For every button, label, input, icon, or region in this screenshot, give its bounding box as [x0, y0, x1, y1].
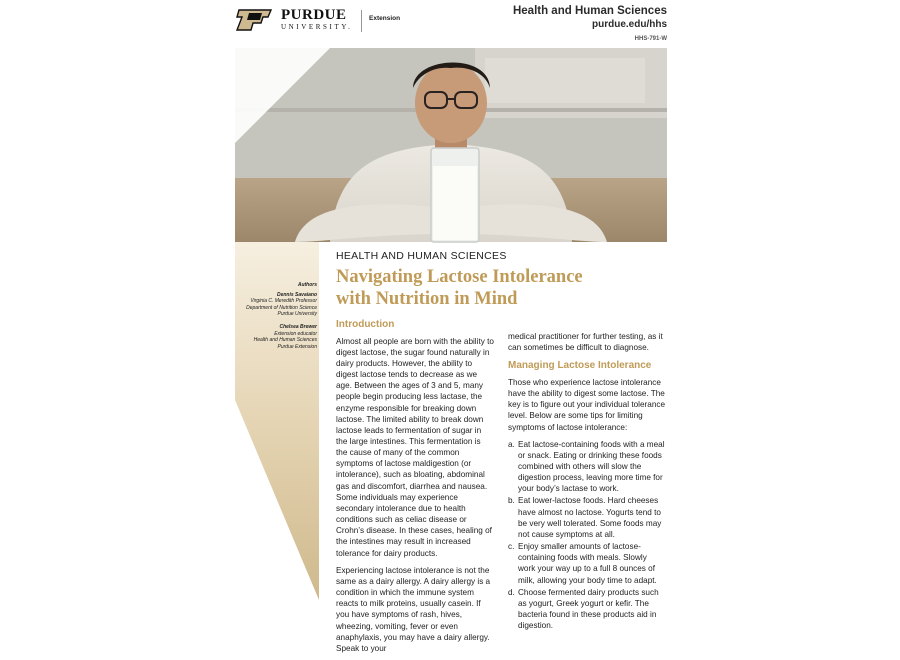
list-text: Enjoy smaller amounts of lactose-containing foods with meals. Slowly work your way up to a full 8 ounces of milk, allowing your body time to adapt.: [518, 542, 657, 585]
article-title: [336, 267, 666, 311]
author-department: Health and Human Sciences: [253, 337, 317, 344]
extension-label: Extension: [369, 15, 401, 22]
author-institution: Purdue Extension: [277, 343, 317, 350]
column-left: [336, 318, 494, 660]
logo-subtitle: UNIVERSITY.: [281, 23, 353, 31]
tips-list: [508, 439, 666, 632]
department-url[interactable]: purdue.edu/hhs: [592, 19, 667, 30]
purdue-p-icon: [235, 9, 275, 31]
document-page: [233, 0, 669, 653]
introduction-paragraph-2: Experiencing lactose intolerance is not the same as a dairy allergy. A dairy allergy is a condition in which the immune system reacts to milk proteins, usually casein. If you have symptoms of rash, hives, wheezing, vomiting, fever or even anaphylaxis, you may have a dairy allergy. Speak to your: [336, 565, 491, 653]
list-marker: c.: [508, 542, 515, 552]
hero-corner-accent: [235, 48, 330, 143]
header-divider: [361, 10, 362, 32]
managing-heading: Managing Lactose Intolerance: [508, 360, 652, 372]
managing-paragraph: Those who experience lactose intolerance have the ability to digest some lactose. The key is to figure out your individual tolerance level. Below are some tips for limiting symptoms of lactose intolerance:: [508, 377, 666, 432]
department-name: Health and Human Sciences: [512, 5, 667, 17]
list-text: Choose fermented dairy products such as yogurt, Greek yogurt or kefir. The bacteria found in these products aid in digestion.: [518, 587, 659, 631]
list-marker: b.: [508, 496, 515, 506]
list-text: Eat lower-lactose foods. Hard cheeses have almost no lactose. Yogurts tend to be very well tolerated. Some foods may not cause symptoms at all.: [518, 496, 662, 539]
purdue-logo: [235, 8, 352, 31]
author-institution: Purdue University: [277, 311, 317, 318]
logo-wordmark: PURDUE: [281, 7, 347, 23]
introduction-heading: Introduction: [336, 319, 395, 330]
author-name: Dennis Savaiano: [276, 291, 317, 298]
authors-heading: Authors: [297, 282, 317, 288]
section-kicker: HEALTH AND HUMAN SCIENCES: [336, 250, 507, 262]
list-marker: a.: [508, 439, 515, 449]
list-item: [508, 439, 666, 495]
list-text: Eat lactose-containing foods with a meal or snack. Eating or drinking these foods combined with others will slow the digestion process, leaving more time for your body’s lactase to work.: [518, 439, 665, 494]
author-name: Chelsea Brewer: [279, 323, 317, 330]
title-line-2: with Nutrition in Mind: [336, 288, 518, 309]
author-title: Virginia C. Meredith Professor: [250, 298, 317, 305]
publication-code: HHS-791-W: [634, 36, 667, 42]
list-item: [508, 541, 666, 586]
authors-block: [235, 282, 317, 350]
list-item: [508, 587, 666, 632]
introduction-paragraph-1: Almost all people are born with the ability to digest lactose, the sugar found naturally in dairy products. However, the ability to digest lactose tends to decrease as we age. Between the ages of 3 and 5, many people begin producing less lactase, the enzyme responsible for breaking down lactose. The limited ability to break down lactose leads to fermentation of sugar in the large intestines. This fermentation is the cause of many of the common symptoms of lactose maldigestion (or intolerance), such as bloating, abdominal gas and discomfort, diarrhea and nausea. Some individuals may experience secondary intolerance due to health conditions such as celiac disease or Crohn’s disease. In these cases, healing of the intestines may result in increased tolerance for dairy products.: [336, 336, 494, 558]
title-line-1: Navigating Lactose Intolerance: [336, 267, 583, 287]
header-right: [513, 5, 667, 42]
author-title: Extension educator: [274, 330, 317, 337]
hero-photo: [235, 48, 667, 242]
list-item: [508, 495, 666, 540]
column-right: [508, 331, 666, 632]
continued-paragraph: medical practitioner for further testing, as it can sometimes be difficult to diagnose.: [508, 332, 663, 353]
author-department: Department of Nutrition Science: [246, 304, 317, 311]
list-marker: d.: [508, 587, 515, 597]
